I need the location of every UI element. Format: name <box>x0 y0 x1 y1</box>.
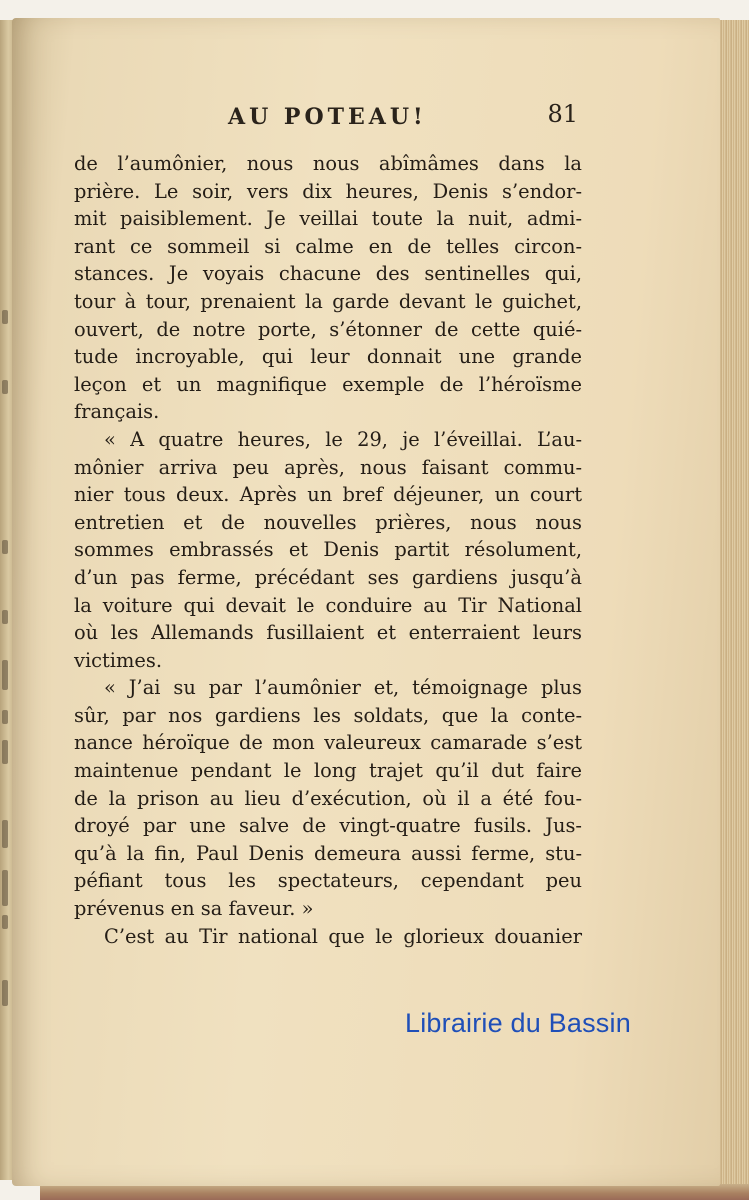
text-line: prière. Le soir, vers dix heures, Denis s’endor- <box>74 179 582 203</box>
text-line: la voiture qui devait le conduire au Tir National <box>74 593 582 617</box>
text-line: qu’à la fin, Paul Denis demeura aussi ferme, stu- <box>74 841 582 865</box>
body-text <box>74 150 582 950</box>
text-line: victimes. <box>74 648 162 672</box>
text-line: de l’aumônier, nous nous abîmâmes dans la <box>74 152 582 175</box>
text-line: stances. Je voyais chacune des sentinelles qui, <box>74 262 582 286</box>
text-line: d’un pas ferme, précédant ses gardiens jusqu’à <box>74 565 582 589</box>
text-line: rant ce sommeil si calme en de telles circon- <box>74 234 582 258</box>
text-line: maintenue pendant le long trajet qu’il dut faire <box>74 759 582 783</box>
text-line: mônier arriva peu après, nous faisant commu- <box>74 455 582 479</box>
text-line: entretien et de nouvelles prières, nous nous <box>74 510 582 534</box>
text-line: tude incroyable, qui leur donnait une grande <box>74 345 582 369</box>
text-line: ouvert, de notre porte, s’étonner de cette quié- <box>74 317 582 341</box>
text-line: où les Allemands fusillaient et enterraient leurs <box>74 621 582 645</box>
text-line: mit paisiblement. Je veillai toute la nuit, admi- <box>74 207 582 231</box>
text-line: de la prison au lieu d’exécution, où il a été fou- <box>74 786 582 810</box>
text-line: français. <box>74 400 160 424</box>
text-line: leçon et un magnifique exemple de l’héroïsme <box>74 372 582 396</box>
text-line: prévenus en sa faveur. » <box>74 897 314 921</box>
text-line: nance héroïque de mon valeureux camarade s’est <box>74 731 582 755</box>
watermark: Librairie du Bassin <box>405 1008 631 1038</box>
text-line: droyé par une salve de vingt-quatre fusils. Jus- <box>74 814 582 838</box>
text-line: sommes embrassés et Denis partit résolument, <box>74 538 582 562</box>
text-line: « J’ai su par l’aumônier et, témoignage plus <box>104 676 582 700</box>
text-line: « A quatre heures, le 29, je l’éveillai. L’au- <box>104 427 582 451</box>
text-line: tour à tour, prenaient la garde devant le guichet, <box>74 289 582 313</box>
page-number: 81 <box>547 100 578 128</box>
book-bottom-edge <box>40 1184 749 1200</box>
text-line: péfiant tous les spectateurs, cependant peu <box>74 869 582 893</box>
running-title: AU POTEAU! <box>228 104 427 130</box>
text-line: nier tous deux. Après un bref déjeuner, un court <box>74 483 582 507</box>
page-header <box>228 100 588 132</box>
text-line: C’est au Tir national que le glorieux douanier <box>104 924 582 948</box>
text-line: sûr, par nos gardiens les soldats, que la conte- <box>74 703 582 727</box>
